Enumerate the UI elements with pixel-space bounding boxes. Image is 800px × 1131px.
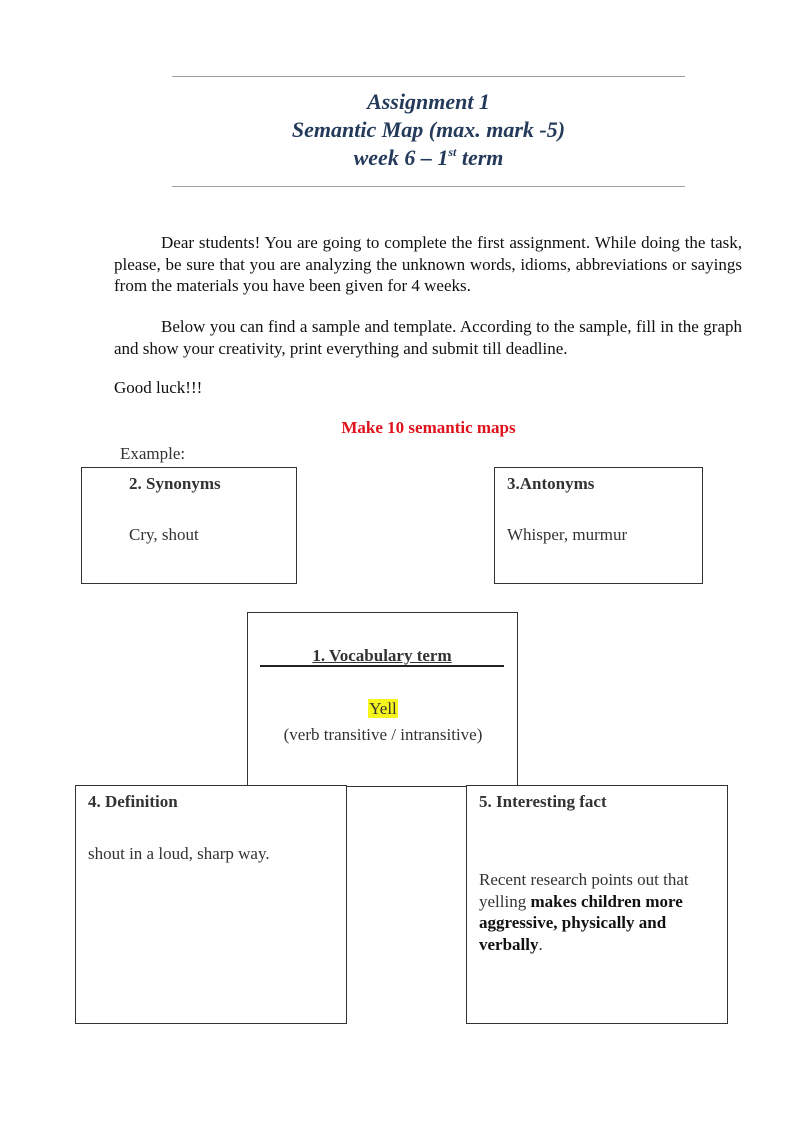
intro-paragraph-2: Below you can find a sample and template. According to the sample, fill in the graph and show your creativity, print everything and submit till deadline. xyxy=(114,317,742,358)
definition-text: shout in a loud, sharp way. xyxy=(88,844,270,863)
intro-paragraph-1: Dear students! You are going to complete the first assignment. While doing the task, please, be sure that you are analyzing the unknown words, idioms, abbreviations or sayings from the materials you have been given for 4 weeks. xyxy=(114,233,742,295)
vocabulary-term-box xyxy=(247,612,518,787)
part-of-speech: (verb transitive / intransitive) xyxy=(283,725,483,744)
antonyms-heading: 3.Antonyms xyxy=(507,474,595,493)
vocabulary-heading: 1. Vocabulary term xyxy=(312,646,452,665)
synonyms-text: Cry, shout xyxy=(129,525,199,544)
interesting-fact-box xyxy=(466,785,728,1024)
fact-heading: 5. Interesting fact xyxy=(479,792,607,811)
vocabulary-divider xyxy=(260,665,504,667)
example-label: Example: xyxy=(120,444,186,463)
definition-box xyxy=(75,785,347,1024)
title-line-3 xyxy=(172,144,685,172)
antonyms-box xyxy=(494,467,703,584)
top-rule xyxy=(172,76,685,77)
vocabulary-term xyxy=(248,699,518,719)
antonyms-text: Whisper, murmur xyxy=(507,525,628,544)
fact-text-start: Recent research points out that yelling xyxy=(479,870,689,911)
title-term: term xyxy=(456,145,504,170)
fact-text xyxy=(479,869,719,955)
good-luck: Good luck!!! xyxy=(114,378,203,397)
fact-text-emphasis: makes children more aggressive, physically and verbally xyxy=(479,891,683,954)
definition-heading: 4. Definition xyxy=(88,792,178,811)
bottom-rule xyxy=(172,186,685,187)
title-line-2: Semantic Map (max. mark -5) xyxy=(291,117,566,142)
title-line-1: Assignment 1 xyxy=(367,89,490,114)
instruction-heading: Make 10 semantic maps xyxy=(341,418,516,437)
assignment-title xyxy=(172,88,685,172)
fact-text-end: . xyxy=(538,934,543,954)
title-week: week 6 – 1 xyxy=(353,145,449,170)
synonyms-box xyxy=(81,467,297,584)
term-highlight: Yell xyxy=(369,699,397,718)
title-ordinal: st xyxy=(448,145,457,159)
synonyms-heading: 2. Synonyms xyxy=(129,474,221,493)
